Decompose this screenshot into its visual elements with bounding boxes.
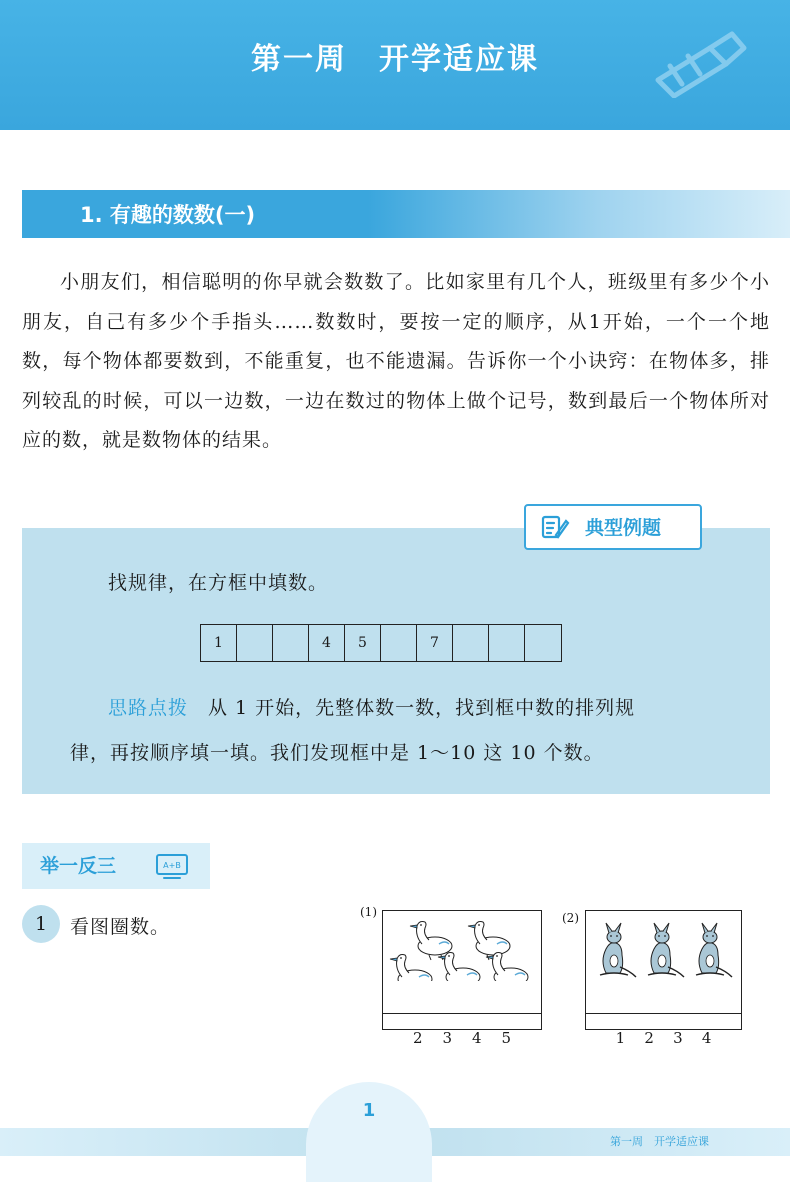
goose-figure xyxy=(486,953,528,982)
number-cell[interactable] xyxy=(453,625,489,661)
hint-text-1: 从 1 开始，先整体数一数，找到框中数的排列规 xyxy=(208,697,636,719)
number-cell[interactable]: 7 xyxy=(417,625,453,661)
notepad-pencil-icon xyxy=(540,513,570,541)
answer-option[interactable]: 2 xyxy=(412,1029,423,1047)
answer-options xyxy=(586,1013,741,1062)
picture-label: (1) xyxy=(360,905,377,919)
goose-figure xyxy=(390,955,432,982)
question-number: 1 xyxy=(22,905,60,943)
page-title: 第一周 开学适应课 xyxy=(251,42,539,77)
answer-option[interactable]: 3 xyxy=(442,1029,453,1047)
goose-illustration xyxy=(383,911,541,981)
answer-option[interactable]: 5 xyxy=(501,1029,512,1047)
number-cell[interactable] xyxy=(237,625,273,661)
blackboard-icon xyxy=(154,852,190,880)
intro-paragraph: 小朋友们，相信聪明的你早就会数数了。比如家里有几个人，班级里有多少个小朋友，自己有多少个手指头……数数时，要按一定的顺序，从1开始，一个一个地数，每个物体都要数到，不能重复，也不能遗漏。告诉你一个小诀窍：在物体多，排列较乱的时候，可以一边数，一边在数过的物体上做个记号，数到最后一个物体所对应的数，就是数物体的结果。 xyxy=(22,271,770,451)
number-cell[interactable] xyxy=(525,625,561,661)
answer-option[interactable]: 4 xyxy=(471,1029,482,1047)
goose-figure xyxy=(438,953,480,982)
example-question: 找规律，在方框中填数。 xyxy=(108,572,329,594)
answer-option[interactable]: 1 xyxy=(615,1029,626,1047)
kangaroo-figure xyxy=(600,923,636,977)
page-number: 1 xyxy=(362,1100,376,1121)
number-cell[interactable]: 5 xyxy=(345,625,381,661)
page-number-tab xyxy=(306,1082,432,1182)
picture-label: (2) xyxy=(562,911,579,925)
pencil-eraser-icon xyxy=(640,18,750,98)
hint-label: 思路点拨 xyxy=(108,697,189,719)
kangaroo-figure xyxy=(648,923,684,977)
answer-option[interactable]: 3 xyxy=(673,1029,683,1047)
hint-line-1 xyxy=(108,693,635,720)
section-title: 1. 有趣的数数(一) xyxy=(80,203,256,227)
number-cell[interactable] xyxy=(273,625,309,661)
goose-picture-box xyxy=(382,910,542,1047)
question-text: 看图圈数。 xyxy=(70,916,171,938)
number-cell[interactable]: 1 xyxy=(201,625,237,661)
practice-title: 举一反三 xyxy=(40,855,117,877)
answer-option[interactable]: 2 xyxy=(644,1029,654,1047)
goose-figure xyxy=(468,922,510,961)
answer-options xyxy=(383,1013,541,1062)
number-cell[interactable]: 4 xyxy=(309,625,345,661)
goose-figure xyxy=(410,922,452,961)
hint-line-2: 律，再按顺序填一填。我们发现框中是 1～10 这 10 个数。 xyxy=(70,742,604,764)
svg-text:A+B: A+B xyxy=(163,861,181,870)
number-cell[interactable] xyxy=(381,625,417,661)
number-sequence-row xyxy=(200,624,562,662)
answer-option[interactable]: 4 xyxy=(701,1029,712,1047)
kangaroo-figure xyxy=(696,923,732,977)
example-tag-label: 典型例题 xyxy=(585,517,662,539)
running-title: 第一周 开学适应课 xyxy=(610,1135,709,1148)
kangaroo-illustration xyxy=(586,911,741,981)
kangaroo-picture-box xyxy=(585,910,742,1047)
number-cell[interactable] xyxy=(489,625,525,661)
